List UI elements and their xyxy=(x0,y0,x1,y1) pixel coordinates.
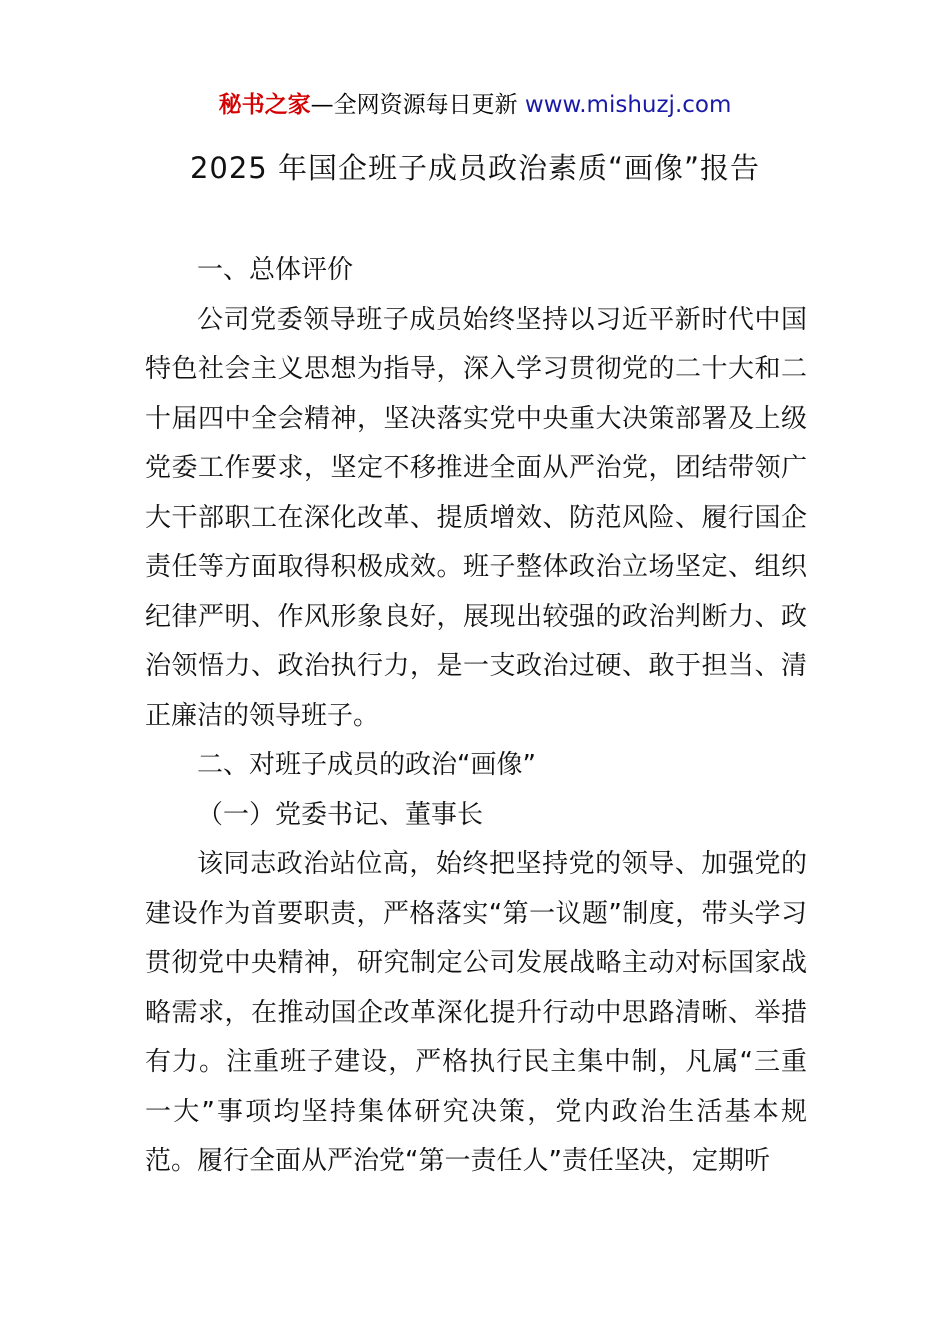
header-tagline: —全网资源每日更新 xyxy=(310,92,525,118)
section-2-heading: 二、对班子成员的政治“画像” xyxy=(197,750,536,780)
site-header xyxy=(0,88,950,122)
section-2-subheading: （一）党委书记、董事长 xyxy=(197,799,484,830)
section-1-paragraph: 公司党委领导班子成员始终坚持以习近平新时代中国特色社会主义思想为指导，深入学习贯彻党的二十大和二十届四中全会精神，坚决落实党中央重大决策部署及上级党委工作要求，坚定不移推进全面从严治党，团结带领广大干部职工在深化改革、提质增效、防范风险、履行国企责任等方面取得积极成效。班子整体政治立场坚定、组织纪律严明、作风形象良好，展现出较强的政治判断力、政治领悟力、政治执行力，是一支政治过硬、敢于担当、清正廉洁的领导班子。 xyxy=(145,304,807,731)
brand-name: 秘书之家 xyxy=(218,92,311,118)
section-1-heading: 一、总体评价 xyxy=(197,255,354,285)
document-body xyxy=(145,246,807,1187)
document-title: 2025 年国企班子成员政治素质“画像”报告 xyxy=(189,151,761,185)
site-url-link[interactable]: www.mishuzj.com xyxy=(524,92,732,118)
section-2-paragraph: 该同志政治站位高，始终把坚持党的领导、加强党的建设作为首要职责，严格落实“第一议题”制度，带头学习贯彻党中央精神，研究制定公司发展战略主动对标国家战略需求，在推动国企改革深化提升行动中思路清晰、举措有力。注重班子建设，严格执行民主集中制，凡属“三重一大”事项均坚持集体研究决策，党内政治生活基本规范。履行全面从严治党“第一责任人”责任坚决，定期听 xyxy=(145,849,807,1176)
